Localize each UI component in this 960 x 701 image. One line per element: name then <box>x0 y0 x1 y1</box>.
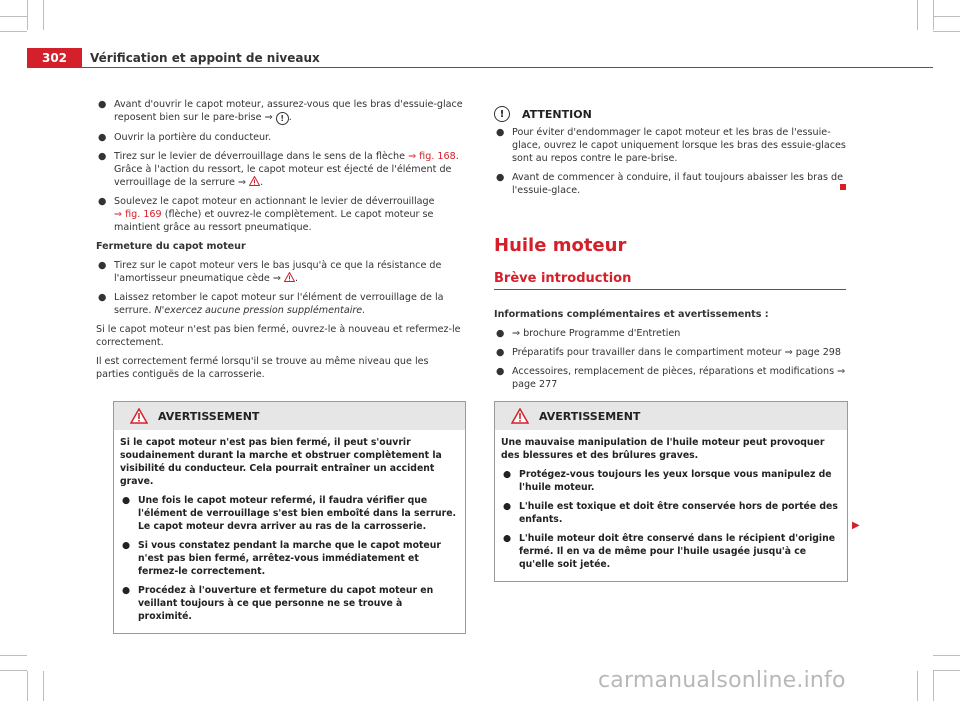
bullet-icon: ● <box>122 495 131 506</box>
instruction-text: Laissez retomber le capot moteur sur l'élément de verrouillage de la serrure. <box>114 292 444 316</box>
paragraph: Si le capot moteur n'est pas bien fermé, ouvrez-le à nouveau et refermez-le correctement. <box>96 324 461 348</box>
warning-item: Une fois le capot moteur refermé, il faudra vérifier que l'élément de verrouillage s'est bien emboîté dans la serrure. Le capot moteur devra arriver au ras de la carrosserie. <box>138 495 457 532</box>
bullet-icon: ● <box>122 540 131 551</box>
warning-triangle-icon <box>284 272 295 282</box>
warning-title: AVERTISSEMENT <box>158 409 260 423</box>
subheading: Fermeture du capot moteur <box>96 241 246 252</box>
list-item <box>501 468 841 494</box>
section-end-marker <box>840 184 846 190</box>
continue-arrow-icon[interactable]: ▶ <box>852 520 860 531</box>
crop-mark <box>0 655 27 656</box>
info-heading: Informations complémentaires et avertissements : <box>494 309 769 320</box>
warning-item: Si vous constatez pendant la marche que le capot moteur n'est pas bien fermé, arrêtez-vous immédiatement et fermez-le correctement. <box>138 540 441 577</box>
instruction-text: Ouvrir la portière du conducteur. <box>114 132 272 143</box>
bullet-icon: ● <box>496 172 505 183</box>
info-link[interactable]: Accessoires, remplacement de pièces, réparations et modifications ⇒ page 277 <box>512 366 846 390</box>
figure-link[interactable]: ⇒ fig. 169 <box>114 209 162 220</box>
bullet-icon: ● <box>503 469 512 480</box>
attention-circle-icon: ! <box>494 106 510 122</box>
list-item <box>96 131 464 144</box>
warning-intro: Une mauvaise manipulation de l'huile moteur peut provoquer des blessures et des brûlures graves. <box>501 437 825 461</box>
instruction-text: Avant d'ouvrir le capot moteur, assurez-vous que les bras d'essuie-glace reposent bien sur le pare-brise ⇒ <box>114 99 463 123</box>
bullet-icon: ● <box>98 196 107 207</box>
crop-mark <box>917 0 918 30</box>
list-item <box>96 259 464 285</box>
instruction-text: . Grâce à l'action du ressort, le capot moteur est éjecté de l'élément de verrouillage de la serrure ⇒ <box>114 151 459 188</box>
crop-mark <box>0 31 27 32</box>
bullet-icon: ● <box>496 347 505 358</box>
warning-header <box>495 402 847 430</box>
crop-mark <box>917 671 918 701</box>
list-item <box>501 532 841 571</box>
bullet-icon: ● <box>98 99 107 110</box>
list-item <box>96 98 464 125</box>
crop-mark <box>933 31 960 32</box>
crop-mark <box>933 655 960 656</box>
list-item <box>96 150 464 189</box>
header-divider <box>27 67 933 68</box>
bullet-icon: ● <box>98 260 107 271</box>
bullet-icon: ● <box>122 585 131 596</box>
crop-mark <box>27 671 28 701</box>
warning-triangle-icon <box>511 408 529 424</box>
paragraph: Il est correctement fermé lorsqu'il se trouve au même niveau que les parties contiguës de la carrosserie. <box>96 356 429 380</box>
page-number: 302 <box>27 48 82 68</box>
instruction-text: Tirez sur le capot moteur vers le bas jusqu'à ce que la résistance de l'amortisseur pneumatique cède ⇒ <box>114 260 442 284</box>
warning-box <box>494 401 848 582</box>
punctuation: . <box>260 177 264 188</box>
bullet-icon: ● <box>496 328 505 339</box>
page-title: Vérification et appoint de niveaux <box>90 51 320 65</box>
bullet-icon: ● <box>503 501 512 512</box>
warning-triangle-icon <box>130 408 148 424</box>
warning-body <box>495 430 847 581</box>
note-circle-icon: ! <box>276 112 289 125</box>
bullet-icon: ● <box>496 366 505 377</box>
list-item <box>96 291 464 317</box>
section-title: Huile moteur <box>494 235 627 256</box>
crop-mark <box>933 671 934 701</box>
list-item <box>494 327 846 340</box>
bullet-icon: ● <box>98 292 107 303</box>
left-column <box>96 98 464 387</box>
punctuation: . <box>295 273 299 284</box>
punctuation: . <box>288 112 292 123</box>
instruction-text: (flèche) et ouvrez-le complètement. Le capot moteur se maintient grâce au ressort pneumatique. <box>114 209 434 233</box>
list-item <box>494 346 846 359</box>
list-item <box>494 171 846 197</box>
instruction-text: Tirez sur le levier de déverrouillage dans le sens de la flèche <box>114 151 406 162</box>
bullet-icon: ● <box>98 151 107 162</box>
crop-mark <box>43 671 44 701</box>
crop-mark <box>0 670 27 671</box>
list-item <box>120 494 459 533</box>
attention-title: ATTENTION <box>522 107 592 121</box>
bullet-icon: ● <box>496 127 505 138</box>
info-link[interactable]: Préparatifs pour travailler dans le compartiment moteur ⇒ page 298 <box>512 347 842 358</box>
attention-item: Pour éviter d'endommager le capot moteur et les bras de l'essuie-glace, ouvrez le capot uniquement lorsque les bras des essuie-glaces sont au repos contre le pare-brise. <box>512 127 846 164</box>
right-column <box>494 106 846 397</box>
watermark: carmanualsonline.info <box>598 668 846 693</box>
subsection-title: Brève introduction <box>494 271 632 286</box>
info-link[interactable]: ⇒ brochure Programme d'Entretien <box>512 328 681 339</box>
bullet-icon: ● <box>503 533 512 544</box>
warning-item: L'huile moteur doit être conservé dans le récipient d'origine fermé. Il en va de même pour l'huile usagée jusqu'à ce qu'elle soit jetée. <box>519 533 836 570</box>
crop-mark <box>43 0 44 30</box>
bullet-icon: ● <box>98 132 107 143</box>
list-item <box>501 500 841 526</box>
warning-item: Procédez à l'ouverture et fermeture du capot moteur en veillant toujours à ce que personne ne se trouve à proximité. <box>138 585 434 622</box>
list-item <box>120 539 459 578</box>
warning-intro: Si le capot moteur n'est pas bien fermé, il peut s'ouvrir soudainement durant la marche et obstruer complètement la visibilité du conducteur. Cela pourrait entraîner un accident grave. <box>120 437 442 487</box>
attention-item: Avant de commencer à conduire, il faut toujours abaisser les bras de l'essuie-glace. <box>512 172 844 196</box>
emphasis-text: N'exercez aucune pression supplémentaire. <box>154 305 366 316</box>
list-item <box>96 195 464 234</box>
crop-mark <box>27 0 28 30</box>
list-item <box>494 365 846 391</box>
warning-box <box>113 401 466 634</box>
warning-item: L'huile est toxique et doit être conservée hors de portée des enfants. <box>519 501 838 525</box>
warning-triangle-icon <box>249 176 260 186</box>
attention-header <box>494 106 846 122</box>
crop-mark <box>0 16 27 17</box>
warning-item: Protégez-vous toujours les yeux lorsque vous manipulez de l'huile moteur. <box>519 469 832 493</box>
crop-mark <box>933 0 934 30</box>
figure-link[interactable]: ⇒ fig. 168 <box>408 151 456 162</box>
subsection-divider <box>494 289 846 290</box>
warning-body <box>114 430 465 633</box>
instruction-text: Soulevez le capot moteur en actionnant le levier de déverrouillage <box>114 196 435 207</box>
crop-mark <box>933 670 960 671</box>
list-item <box>120 584 459 623</box>
list-item <box>494 126 846 165</box>
warning-title: AVERTISSEMENT <box>539 409 641 423</box>
crop-mark <box>933 16 960 17</box>
warning-header <box>114 402 465 430</box>
